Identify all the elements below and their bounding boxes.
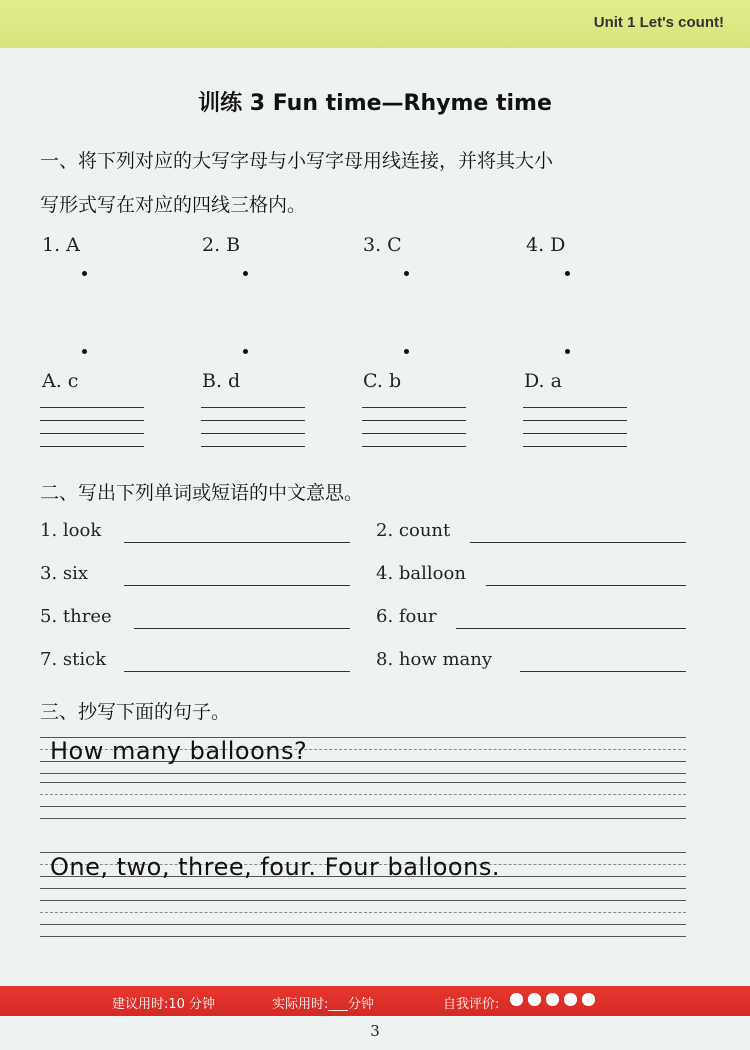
answer-blank[interactable]: [124, 585, 350, 586]
footer-bar: [0, 986, 750, 1016]
copy-writing-grid[interactable]: [40, 782, 686, 854]
model-sentence: How many balloons?: [50, 737, 308, 765]
match-dot[interactable]: [243, 349, 248, 354]
match-dot[interactable]: [82, 349, 87, 354]
match-dot[interactable]: [243, 271, 248, 276]
four-line-grid[interactable]: [362, 407, 466, 447]
lowercase-letter: B. d: [202, 370, 241, 392]
flower-icon[interactable]: [564, 993, 577, 1006]
uppercase-letter: 1. A: [42, 234, 80, 256]
lowercase-letter: C. b: [363, 370, 402, 392]
answer-blank[interactable]: [520, 671, 686, 672]
actual-time: 实际用时:___分钟: [272, 997, 374, 1012]
uppercase-letter: 2. B: [202, 234, 241, 256]
vocab-item: 3. six: [40, 563, 89, 584]
match-dot[interactable]: [82, 271, 87, 276]
copy-writing-grid[interactable]: [40, 900, 686, 972]
four-line-grid[interactable]: [201, 407, 305, 447]
answer-blank[interactable]: [456, 628, 686, 629]
top-banner: [0, 0, 750, 48]
unit-label: Unit 1 Let's count!: [593, 14, 724, 31]
vocab-item: 7. stick: [40, 649, 107, 670]
flower-icon[interactable]: [546, 993, 559, 1006]
match-dot[interactable]: [404, 349, 409, 354]
vocab-item: 5. three: [40, 606, 112, 627]
page-title: 训练 3 Fun time—Rhyme time: [198, 91, 552, 116]
four-line-grid[interactable]: [40, 407, 144, 447]
section1-instruction-line1: 一、将下列对应的大写字母与小写字母用线连接，并将其大小: [40, 150, 554, 172]
lowercase-letter: A. c: [42, 370, 79, 392]
flower-icon[interactable]: [582, 993, 595, 1006]
answer-blank[interactable]: [470, 542, 686, 543]
vocab-item: 1. look: [40, 520, 102, 541]
match-dot[interactable]: [565, 271, 570, 276]
flower-icon[interactable]: [528, 993, 541, 1006]
page-number: 3: [370, 1022, 380, 1040]
self-evaluation-label: 自我评价:: [443, 997, 500, 1012]
section2-instruction: 二、写出下列单词或短语的中文意思。: [40, 482, 364, 504]
match-dot[interactable]: [404, 271, 409, 276]
four-line-grid[interactable]: [523, 407, 627, 447]
vocab-item: 4. balloon: [376, 563, 466, 584]
vocab-item: 8. how many: [376, 649, 493, 670]
suggested-time: 建议用时:10 分钟: [112, 997, 216, 1012]
vocab-item: 2. count: [376, 520, 451, 541]
flower-icon[interactable]: [510, 993, 523, 1006]
answer-blank[interactable]: [124, 671, 350, 672]
rating-flowers[interactable]: [510, 993, 600, 1008]
answer-blank[interactable]: [124, 542, 350, 543]
uppercase-letter: 3. C: [363, 234, 402, 256]
model-sentence: One, two, three, four. Four balloons.: [50, 853, 500, 881]
section3-instruction: 三、抄写下面的句子。: [40, 701, 231, 723]
answer-blank[interactable]: [486, 585, 686, 586]
vocab-item: 6. four: [376, 606, 437, 627]
answer-blank[interactable]: [134, 628, 350, 629]
lowercase-letter: D. a: [524, 370, 562, 392]
section1-instruction-line2: 写形式写在对应的四线三格内。: [40, 194, 307, 216]
uppercase-letter: 4. D: [526, 234, 566, 256]
match-dot[interactable]: [565, 349, 570, 354]
